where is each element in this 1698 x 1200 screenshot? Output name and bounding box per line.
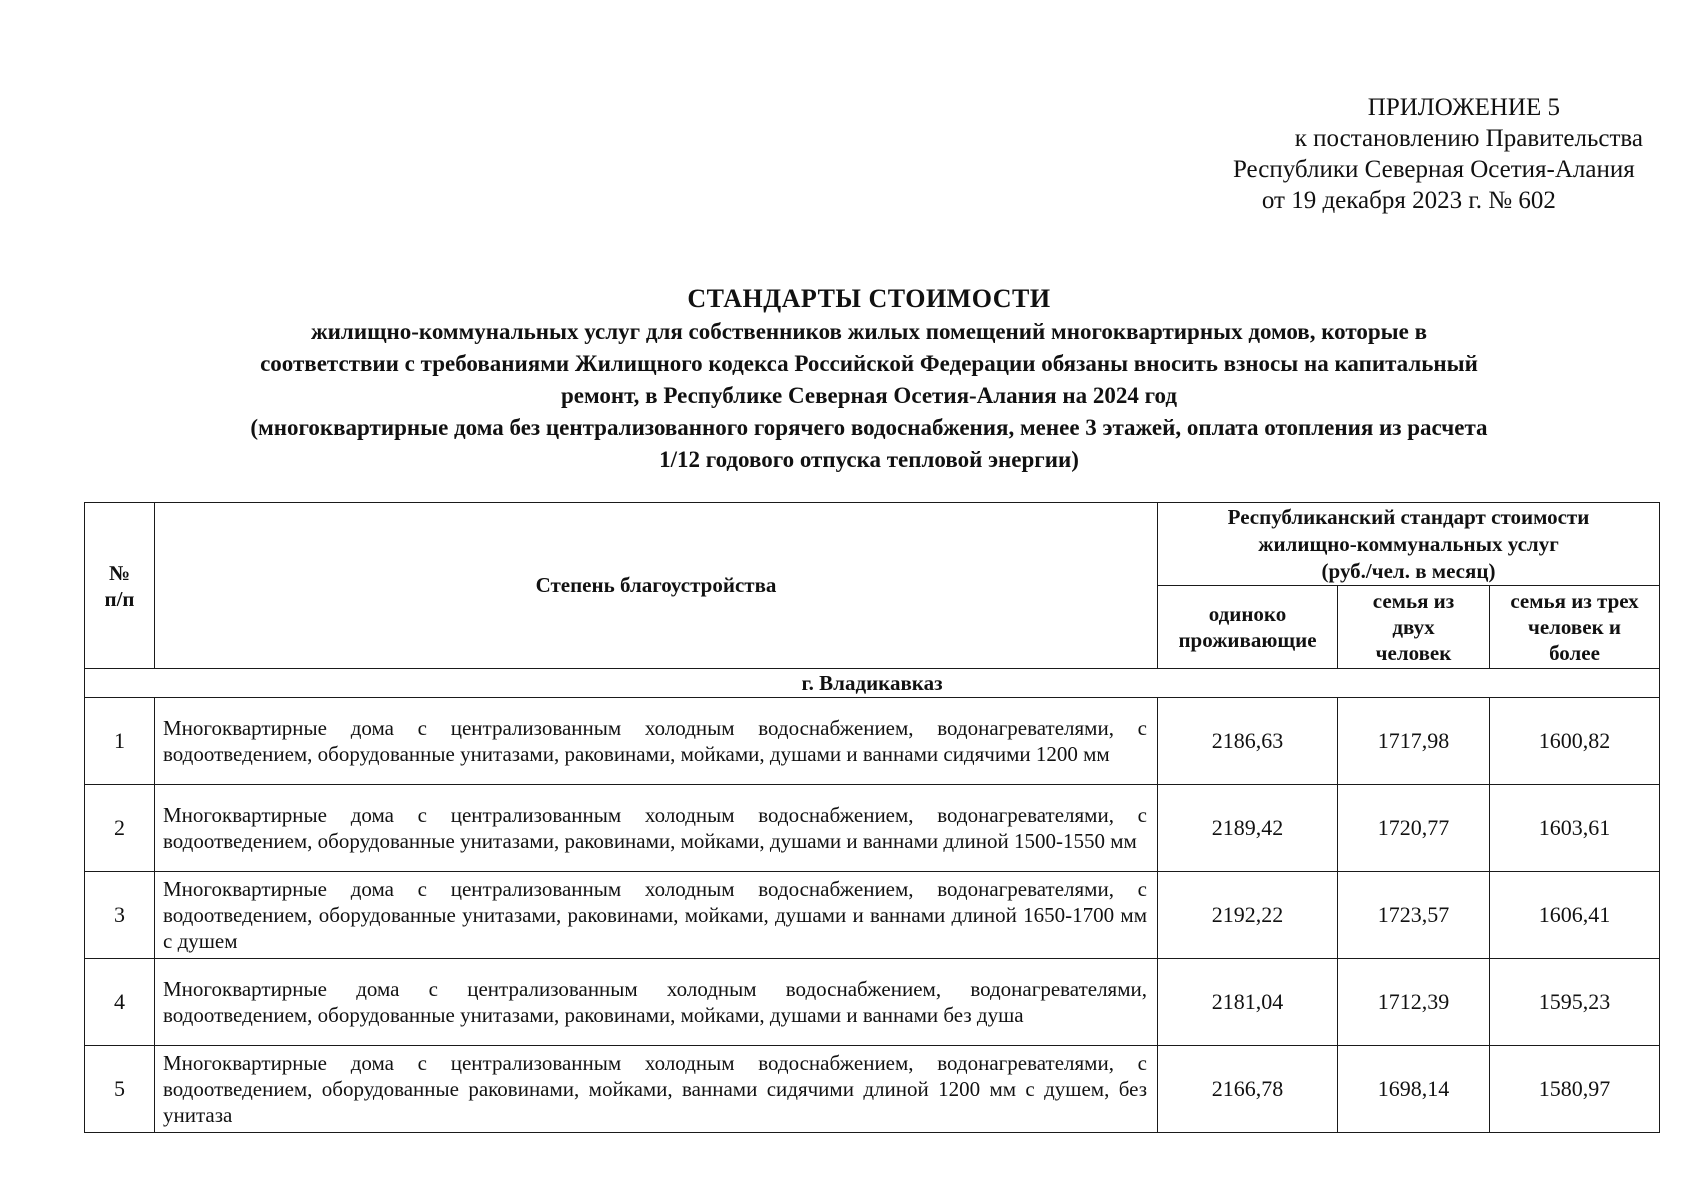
row-description: Многоквартирные дома с централизованным холодным водоснабжением, водонагревателями, с водоотведением, оборудованные унитазами, раковинами, мойками, душами и ваннами длиной 1500-1550 мм	[155, 785, 1158, 872]
value-single: 2181,04	[1158, 959, 1338, 1046]
title-line-1: жилищно-коммунальных услуг для собственников жилых помещений многоквартирных домов, которые в	[310, 319, 1427, 344]
value-three: 1606,41	[1490, 872, 1660, 959]
title-main: СТАНДАРТЫ СТОИМОСТИ	[687, 284, 1051, 313]
row-number: 1	[85, 698, 155, 785]
header-number-symbol: №	[108, 560, 131, 585]
row-description: Многоквартирные дома с централизованным холодным водоснабжением, водонагревателями, с водоотведением, оборудованные унитазами, раковинами, мойками, душами и ваннами длиной 1650-1700 мм с душем	[155, 872, 1158, 959]
header-single	[1158, 586, 1338, 669]
row-number: 5	[85, 1046, 155, 1133]
city-name: г. Владикавказ	[85, 669, 1660, 698]
table-row	[85, 872, 1660, 959]
header-single-line-1: одиноко	[1208, 602, 1287, 626]
city-row	[85, 669, 1660, 698]
header-group-line-2: жилищно-коммунальных услуг	[1258, 531, 1559, 556]
annex-number: ПРИЛОЖЕНИЕ 5	[1367, 94, 1560, 121]
header-three-line-1: семья из трех	[1510, 589, 1639, 613]
header-three-line-2: человек и	[1527, 615, 1622, 639]
value-three: 1595,23	[1490, 959, 1660, 1046]
value-two: 1698,14	[1338, 1046, 1490, 1133]
value-three: 1600,82	[1490, 698, 1660, 785]
value-two: 1712,39	[1338, 959, 1490, 1046]
value-three: 1580,97	[1490, 1046, 1660, 1133]
value-single: 2192,22	[1158, 872, 1338, 959]
header-number-abbr: п/п	[104, 586, 135, 611]
title-line-4: (многоквартирные дома без централизованного горячего водоснабжения, менее 3 этажей, оплата отопления из расчета	[250, 415, 1488, 440]
header-two-line-2: двух	[1392, 615, 1435, 639]
value-three: 1603,61	[1490, 785, 1660, 872]
row-description: Многоквартирные дома с централизованным холодным водоснабжением, водонагревателями, с водоотведением, оборудованные унитазами, раковинами, мойками, душами и ваннами сидячими 1200 мм	[155, 698, 1158, 785]
row-number: 2	[85, 785, 155, 872]
document-title	[80, 282, 1658, 476]
value-single: 2189,42	[1158, 785, 1338, 872]
header-three-line-3: более	[1549, 641, 1600, 665]
title-line-2: соответствии с требованиями Жилищного кодекса Российской Федерации обязаны вносить взносы на капитальный	[260, 351, 1478, 376]
header-single-line-2: проживающие	[1178, 628, 1317, 652]
row-number: 3	[85, 872, 155, 959]
table-row	[85, 698, 1660, 785]
header-number	[85, 503, 155, 669]
header-group-line-3: (руб./чел. в месяц)	[1321, 558, 1496, 583]
table-header-row	[85, 503, 1660, 586]
table-row	[85, 959, 1660, 1046]
header-three-plus	[1490, 586, 1660, 669]
annex-government: Республики Северная Осетия-Алания	[1232, 156, 1635, 183]
value-single: 2186,63	[1158, 698, 1338, 785]
annex-header	[1225, 92, 1643, 216]
header-standard-group	[1158, 503, 1660, 586]
title-line-5: 1/12 годового отпуска тепловой энергии)	[659, 447, 1079, 472]
row-description: Многоквартирные дома с централизованным холодным водоснабжением, водонагревателями, водоотведением, оборудованные унитазами, раковинами, мойками, душами и ваннами без душа	[155, 959, 1158, 1046]
table-row	[85, 1046, 1660, 1133]
header-group-line-1: Республиканский стандарт стоимости	[1227, 504, 1590, 529]
value-two: 1717,98	[1338, 698, 1490, 785]
value-two: 1720,77	[1338, 785, 1490, 872]
annex-decree-ref: к постановлению Правительства	[1294, 125, 1643, 152]
header-two-person	[1338, 586, 1490, 669]
header-two-line-1: семья из	[1372, 589, 1455, 613]
value-single: 2166,78	[1158, 1046, 1338, 1133]
title-line-3: ремонт, в Республике Северная Осетия-Алания на 2024 год	[561, 383, 1177, 408]
row-description: Многоквартирные дома с централизованным холодным водоснабжением, водонагревателями, с водоотведением, оборудованные раковинами, мойками, ваннами сидячими длиной 1200 мм с душем, без унитаза	[155, 1046, 1158, 1133]
header-degree: Степень благоустройства	[155, 503, 1158, 669]
value-two: 1723,57	[1338, 872, 1490, 959]
row-number: 4	[85, 959, 155, 1046]
header-two-line-3: человек	[1375, 641, 1452, 665]
annex-date: от 19 декабря 2023 г. № 602	[1261, 187, 1556, 214]
table-row	[85, 785, 1660, 872]
cost-standards-table	[84, 502, 1660, 1133]
